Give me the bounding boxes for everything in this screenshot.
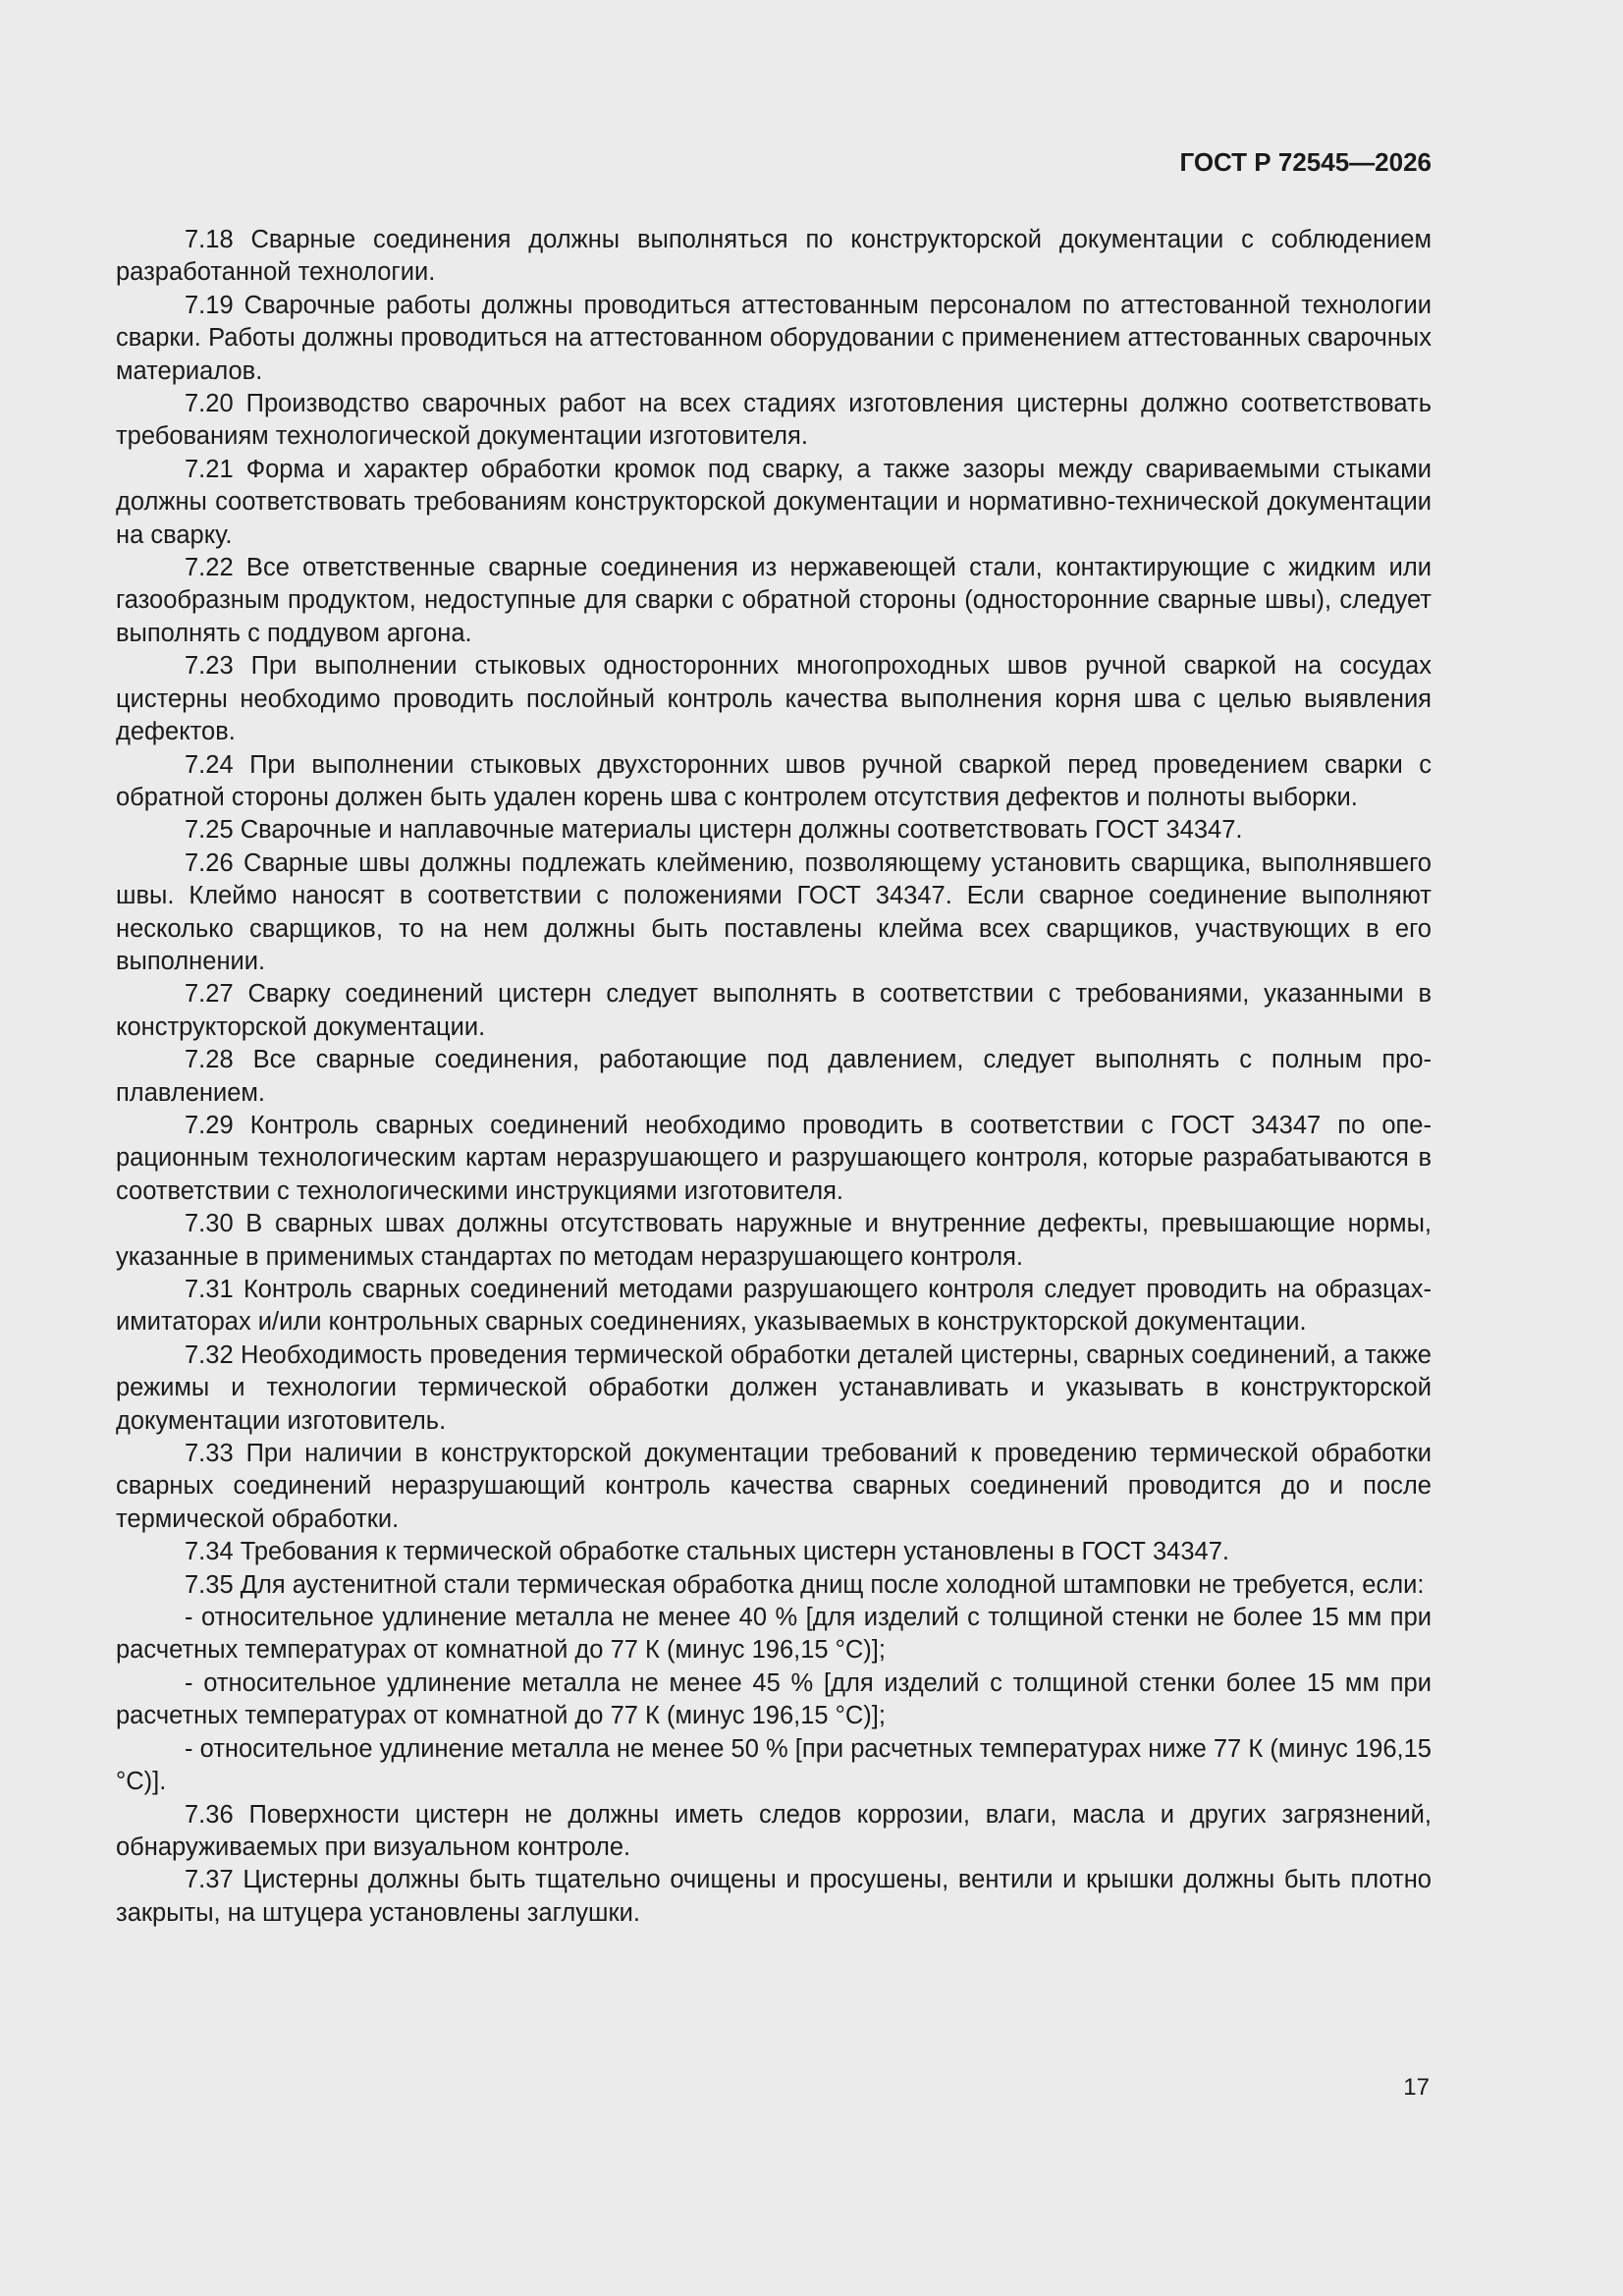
paragraph-7-25: 7.25 Сварочные и наплавочные материалы цистерн должны соответствовать ГОСТ 34347. <box>185 816 1243 845</box>
paragraph-7-22: 7.22 Все ответственные сварные соединения из нержавеющей стали, контактирующие с жидким или газообразным продуктом, недоступные для сварки с обратной стороны (односторонние сварные швы), следует выполнять с поддувом аргона. <box>116 554 1432 647</box>
list-item-elongation-40: - относительное удлинение металла не менее 40 % [для изделий с толщиной стенки не более 15 мм при расчетных температурах от комнатной до 77 К (минус 196,15 °С)]; <box>116 1604 1432 1665</box>
paragraph-7-33: 7.33 При наличии в конструкторской документации требований к проведению термической обработки сварных соединений неразрушающий контроль качества сварных соединений проводится до и после термической обработки. <box>116 1440 1432 1533</box>
page-number: 17 <box>1403 2074 1430 2101</box>
paragraph-7-34: 7.34 Требования к термической обработке стальных цистерн установлены в ГОСТ 34347. <box>185 1538 1229 1566</box>
document-body <box>116 224 1432 1930</box>
paragraph-7-19: 7.19 Сварочные работы должны проводиться аттестованным персоналом по аттестованной технологии сварки. Работы должны проводиться на аттестованном оборудовании с применением аттестованных сварочных материалов. <box>116 291 1432 385</box>
paragraph-7-32: 7.32 Необходимость проведения термической обработки деталей цистерны, сварных соединений, а также режимы и технологии термической обработки должен устанавливать и указывать в конструкторской документации изготовитель. <box>116 1340 1432 1435</box>
paragraph-7-30: 7.30 В сварных швах должны отсутствовать наружные и внутренние дефекты, превышающие нормы, указанные в применимых стандартах по методам неразрушающего контроля. <box>116 1210 1432 1271</box>
paragraph-7-23: 7.23 При выполнении стыковых односторонних многопроходных швов ручной сваркой на сосудах цистерны необходимо проводить послойный контроль качества выполнения корня шва с целью выявления дефектов. <box>116 652 1432 746</box>
list-item-elongation-45: - относительное удлинение металла не менее 45 % [для изделий с толщиной стенки более 15 мм при расчетных температурах от комнатной до 77 К (минус 196,15 °С)]; <box>116 1668 1432 1730</box>
paragraph-7-20: 7.20 Производство сварочных работ на всех стадиях изготовления цистерны должно соответствовать требованиям технологической документации изготовителя. <box>116 390 1432 451</box>
paragraph-7-28: 7.28 Все сварные соединения, работающие под давлением, следует выполнять с полным проплавлением. <box>116 1046 1432 1107</box>
paragraph-7-35: 7.35 Для аустенитной стали термическая обработка днищ после холодной штамповки не требуется, если: <box>185 1570 1425 1599</box>
list-item-elongation-50: - относительное удлинение металла не менее 50 % [при расчетных температурах ниже 77 К (минус 196,15 °С)]. <box>116 1734 1432 1796</box>
paragraph-7-37: 7.37 Цистерны должны быть тщательно очищены и просушены, вентили и крышки должны быть плотно закрыты, на штуцера установлены заглушки. <box>116 1866 1432 1927</box>
paragraph-7-31: 7.31 Контроль сварных соединений методами разрушающего контроля следует проводить на образцах-имитаторах и/или контрольных сварных соединениях, указываемых в конструкторской документации. <box>116 1276 1432 1337</box>
paragraph-7-21: 7.21 Форма и характер обработки кромок под сварку, а также зазоры между свариваемыми стыками должны соответствовать требованиям конструкторской документации и нормативно-технической документации на сварку. <box>116 455 1432 549</box>
paragraph-7-24: 7.24 При выполнении стыковых двухсторонних швов ручной сваркой перед проведением сварки с обратной стороны должен быть удален корень шва с контролем отсутствия дефектов и полноты выборки. <box>116 750 1432 811</box>
paragraph-7-26: 7.26 Сварные швы должны подлежать клеймению, позволяющему установить сварщика, выполнявшего швы. Клеймо наносят в соответствии с положениями ГОСТ 34347. Если сварное соединение выполняют несколько сварщиков, то на нем должны быть поставлены клейма всех сварщиков, участвующих в его выполнении. <box>116 848 1432 975</box>
document-header-title: ГОСТ Р 72545—2026 <box>1179 147 1432 177</box>
paragraph-7-18: 7.18 Сварные соединения должны выполняться по конструкторской документации с соблюдением разработанной технологии. <box>116 226 1432 287</box>
paragraph-7-29: 7.29 Контроль сварных соединений необходимо проводить в соответствии с ГОСТ 34347 по операционным технологическим картам неразрушающего и разрушающего контроля, которые разрабатываются в соответствии с технологическими инструкциями изготовителя. <box>116 1111 1432 1205</box>
paragraph-7-36: 7.36 Поверхности цистерн не должны иметь следов коррозии, влаги, масла и других загрязнений, обнаруживаемых при визуальном контроле. <box>116 1800 1432 1861</box>
paragraph-7-27: 7.27 Сварку соединений цистерн следует выполнять в соответствии с требованиями, указанными в конструкторской документации. <box>116 980 1432 1041</box>
